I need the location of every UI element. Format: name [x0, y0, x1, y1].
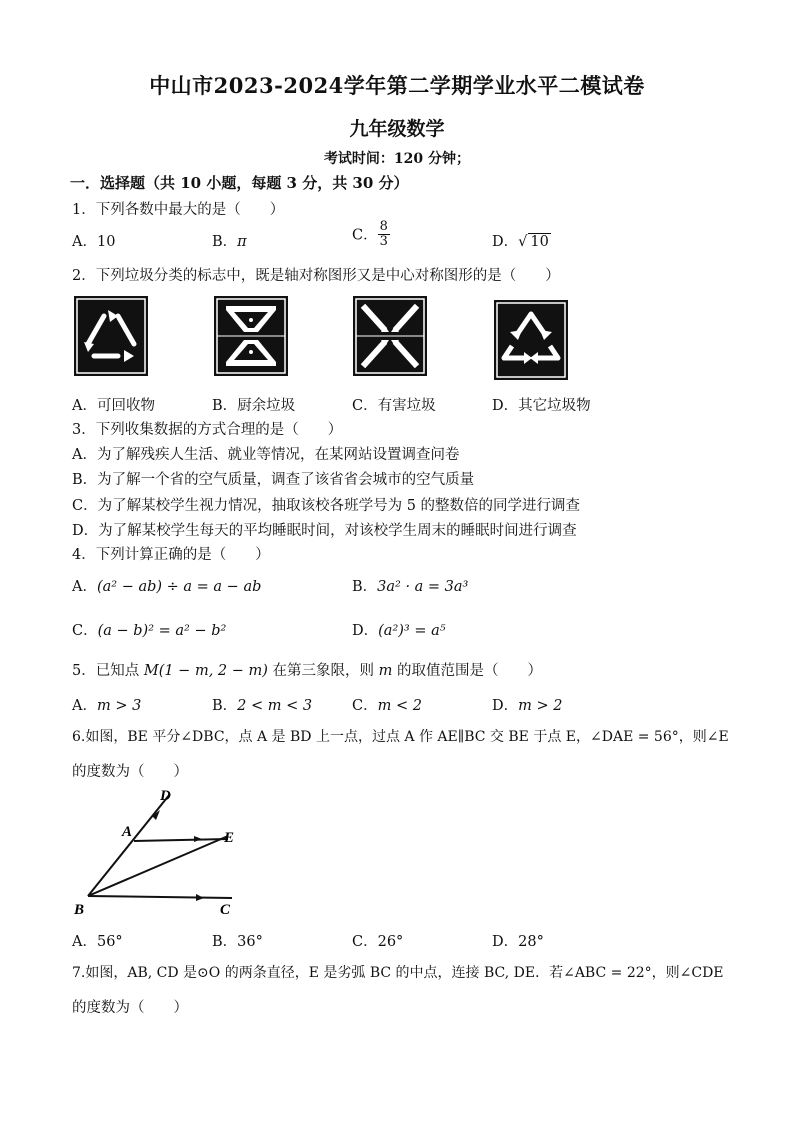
q4-stem: 4．下列计算正确的是（ ） — [72, 547, 270, 563]
q4-option-b-prefix: B． — [352, 579, 378, 595]
q6-option-d: D．28° — [492, 934, 544, 950]
recyclable-symbol-icon — [74, 296, 148, 376]
q4-option-d-math: (a²)³ = a⁵ — [378, 623, 446, 639]
q2-option-b: B．厨余垃圾 — [212, 398, 296, 414]
q6-line-be — [88, 836, 228, 896]
q4-option-b — [352, 575, 468, 596]
q5-stem-var: m — [378, 663, 393, 679]
q6-option-c: C．26° — [352, 934, 404, 950]
q4-option-a — [72, 575, 261, 596]
q6-label-b: B — [74, 902, 85, 918]
q6-line-bc — [88, 896, 232, 898]
q5-stem-mid: 在第三象限，则 — [267, 663, 379, 679]
q6-label-c: C — [220, 902, 231, 918]
q5-option-b-prefix: B． — [212, 698, 238, 714]
q6-line-ae — [134, 839, 228, 841]
kitchen-waste-symbol-icon — [214, 296, 288, 376]
q1-option-d-prefix: D． — [492, 234, 519, 250]
q5-option-c-prefix: C． — [352, 698, 378, 714]
q4-option-c-prefix: C． — [72, 623, 98, 639]
q5-option-c — [352, 694, 422, 715]
q6-stem-line2: 的度数为（ ） — [72, 764, 188, 780]
q5-stem-pre: 5．已知点 — [72, 663, 144, 679]
q1-option-c — [352, 220, 390, 248]
q5-stem-post: 的取值范围是（ ） — [392, 663, 542, 679]
q1-stem: 1．下列各数中最大的是（ ） — [72, 202, 285, 218]
q6-label-a: A — [122, 824, 133, 840]
q4-option-d — [352, 619, 446, 640]
q7-stem-line1: 7.如图，AB, CD 是⊙O 的两条直径，E 是劣弧 BC 的中点，连接 BC, DE．若∠ABC = 22°，则∠CDE — [72, 965, 724, 981]
q4-option-a-prefix: A． — [72, 579, 97, 595]
q2-stem: 2．下列垃圾分类的标志中，既是轴对称图形又是中心对称图形的是（ ） — [72, 268, 560, 284]
q1-option-d-radicand: 10 — [530, 234, 549, 250]
q1-option-b-prefix: B． — [212, 234, 238, 250]
q4-option-b-math: 3a² · a = 3a³ — [377, 579, 469, 595]
hazardous-waste-symbol-icon — [353, 296, 427, 376]
q1-option-c-numerator: 8 — [379, 219, 388, 234]
q6-geometry-figure — [70, 784, 250, 924]
q3-option-a: A．为了解残疾人生活、就业等情况，在某网站设置调查问卷 — [72, 447, 460, 463]
q1-option-d-root-sign: √ — [518, 234, 528, 250]
q1-option-a: A．10 — [72, 234, 116, 250]
q5-option-a — [72, 694, 141, 715]
q1-option-d — [492, 230, 551, 251]
q6-line-bd — [88, 794, 170, 896]
q3-option-c: C．为了解某校学生视力情况，抽取该校各班学号为 5 的整数倍的同学进行调查 — [72, 498, 581, 514]
q1-option-c-denominator: 3 — [379, 233, 388, 249]
q5-stem — [72, 659, 542, 680]
q2-option-c: C．有害垃圾 — [352, 398, 436, 414]
q6-option-b: B．36° — [212, 934, 263, 950]
q4-option-d-prefix: D． — [352, 623, 379, 639]
q7-stem-line2: 的度数为（ ） — [72, 1000, 188, 1016]
q1-option-b-math: π — [237, 234, 247, 250]
q5-option-d-prefix: D． — [492, 698, 519, 714]
q6-stem-line1: 6.如图，BE 平分∠DBC，点 A 是 BD 上一点，过点 A 作 AE∥BC 交 BE 于点 E，∠DAE = 56°，则∠E — [72, 729, 729, 745]
q3-option-d: D．为了解某校学生每天的平均睡眠时间，对该校学生周末的睡眠时间进行调查 — [72, 523, 577, 539]
section-heading-choice: 一．选择题（共 10 小题，每题 3 分，共 30 分） — [70, 174, 409, 192]
q2-option-a: A．可回收物 — [72, 398, 155, 414]
page-subtitle: 九年级数学 — [349, 118, 445, 140]
q4-option-c — [72, 619, 226, 640]
q2-option-d: D．其它垃圾物 — [492, 398, 591, 414]
q5-option-d — [492, 694, 562, 715]
q5-option-b — [212, 694, 312, 715]
q5-option-c-math: m < 2 — [377, 698, 422, 714]
q3-option-b: B．为了解一个省的空气质量，调查了该省省会城市的空气质量 — [72, 472, 475, 488]
page-title: 中山市2023-2024学年第二学期学业水平二模试卷 — [149, 73, 645, 98]
q5-option-d-math: m > 2 — [518, 698, 563, 714]
q5-option-a-prefix: A． — [72, 698, 97, 714]
q6-label-d: D — [160, 788, 171, 804]
q6-label-e: E — [224, 830, 235, 846]
q1-option-b — [212, 230, 247, 251]
q1-option-c-fraction — [378, 220, 390, 248]
q6-option-a: A．56° — [72, 934, 123, 950]
other-waste-symbol-icon — [494, 300, 568, 380]
q1-option-c-prefix: C． — [352, 227, 378, 244]
q4-option-a-math: (a² − ab) ÷ a = a − ab — [96, 579, 262, 595]
q5-option-a-math: m > 3 — [96, 698, 142, 714]
q4-option-c-math: (a − b)² = a² − b² — [97, 623, 227, 639]
q5-stem-point: M(1 − m, 2 − m) — [143, 663, 268, 679]
q3-stem: 3．下列收集数据的方式合理的是（ ） — [72, 422, 343, 438]
exam-time: 考试时间：120 分钟； — [323, 151, 471, 167]
q5-option-b-math: 2 < m < 3 — [237, 698, 313, 714]
